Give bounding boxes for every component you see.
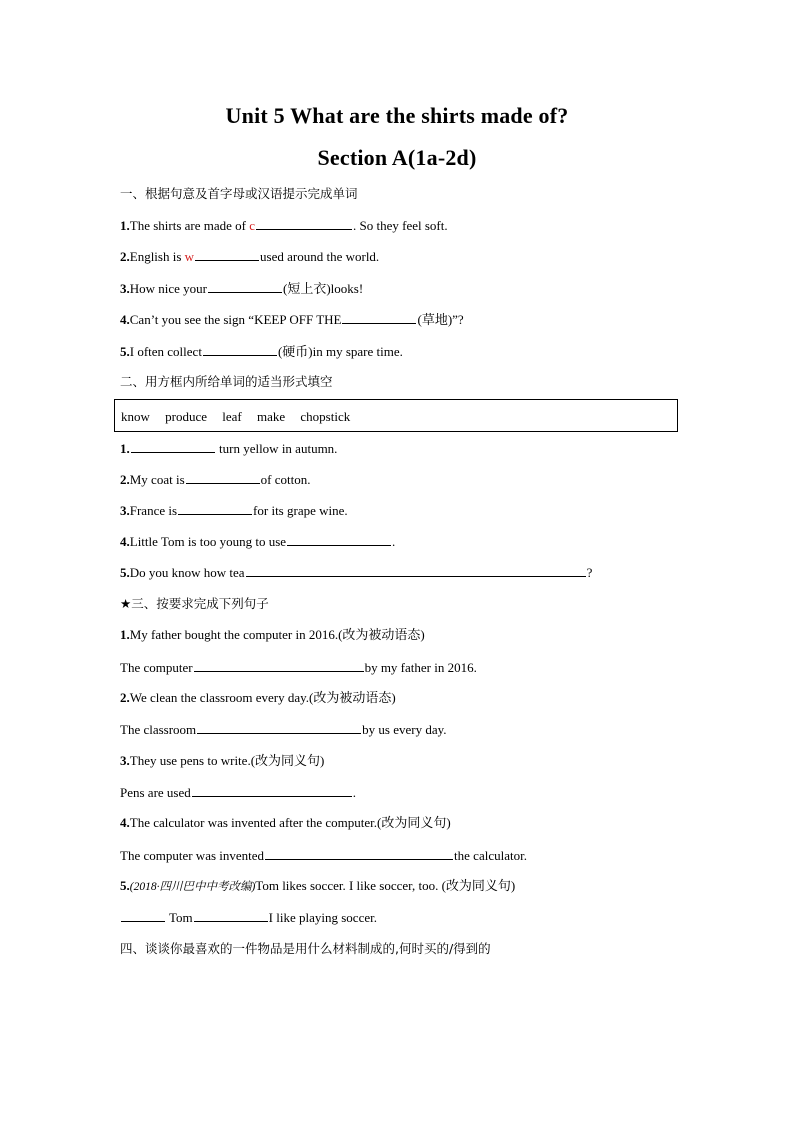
part1-item-1: 1.The shirts are made of c . So they feel soft. — [120, 218, 448, 233]
part3-item-2-question: 2.We clean the classroom every day.(改为被动语态) — [120, 690, 396, 705]
hint-letter: c — [249, 218, 256, 233]
word-option: leaf — [222, 409, 242, 424]
part2-item-5: 5.Do you know how tea ? — [120, 565, 593, 580]
answer-blank[interactable] — [194, 909, 268, 922]
word-option: make — [257, 409, 286, 424]
part2-item-1: 1. turn yellow in autumn. — [120, 441, 338, 456]
part3-item-5-answer: Tom I like playing soccer. — [120, 909, 377, 926]
part3-item-1-question: 1.My father bought the computer in 2016.(改为被动语态) — [120, 627, 425, 642]
word-option: chopstick — [300, 409, 351, 424]
answer-blank[interactable] — [178, 502, 252, 515]
answer-blank[interactable] — [192, 784, 352, 797]
answer-blank[interactable] — [256, 217, 352, 230]
part3-item-2-answer: The classroom by us every day. — [120, 722, 447, 737]
word-option: know — [121, 409, 150, 424]
part4-heading: 四、谈谈你最喜欢的一件物品是用什么材料制成的,何时买的/得到的 — [120, 941, 491, 956]
part2-item-3: 3.France is for its grape wine. — [120, 503, 348, 518]
answer-blank[interactable] — [203, 343, 277, 356]
part1-item-3: 3.How nice your (短上衣)looks! — [120, 281, 364, 296]
answer-blank[interactable] — [342, 311, 416, 324]
unit-title: Unit 5 What are the shirts made of? — [225, 103, 569, 128]
part2-heading: 二、用方框内所给单词的适当形式填空 — [120, 374, 333, 389]
part3-item-1-answer: The computer by my father in 2016. — [120, 660, 477, 675]
part3-item-4-question: 4.The calculator was invented after the computer.(改为同义句) — [120, 815, 451, 830]
part3-item-3-question: 3.They use pens to write.(改为同义句) — [120, 753, 325, 768]
answer-blank[interactable] — [246, 564, 586, 577]
word-option: produce — [165, 409, 208, 424]
answer-blank[interactable] — [186, 471, 260, 484]
hint-letter: w — [184, 249, 195, 264]
answer-blank[interactable] — [195, 248, 259, 261]
part3-item-3-answer: Pens are used . — [120, 785, 357, 800]
word-box — [114, 399, 678, 432]
answer-blank[interactable] — [208, 280, 282, 293]
part1-item-5: 5.I often collect (硬币)in my spare time. — [120, 344, 403, 359]
part2-item-2: 2.My coat is of cotton. — [120, 472, 311, 487]
source-note: (2018·四川巴中中考改编) — [129, 881, 256, 893]
part3-item-5-question: 5.(2018·四川巴中中考改编)Tom likes soccer. I like soccer, too. (改为同义句) — [120, 878, 516, 893]
part3-heading: ★三、按要求完成下列句子 — [120, 596, 269, 611]
answer-blank[interactable] — [131, 440, 215, 453]
answer-blank[interactable] — [265, 847, 453, 860]
part3-item-4-answer: The computer was invented the calculator. — [120, 848, 527, 863]
part1-item-4: 4.Can’t you see the sign “KEEP OFF THE (草地)”? — [120, 312, 464, 327]
part1-heading: 一、根据句意及首字母或汉语提示完成单词 — [120, 186, 358, 201]
section-title: Section A(1a-2d) — [317, 145, 477, 170]
part1-item-2: 2.English is w used around the world. — [120, 249, 380, 264]
answer-blank[interactable] — [121, 909, 165, 922]
part2-item-4: 4.Little Tom is too young to use . — [120, 534, 396, 549]
answer-blank[interactable] — [194, 659, 364, 672]
answer-blank[interactable] — [287, 533, 391, 546]
answer-blank[interactable] — [197, 721, 361, 734]
